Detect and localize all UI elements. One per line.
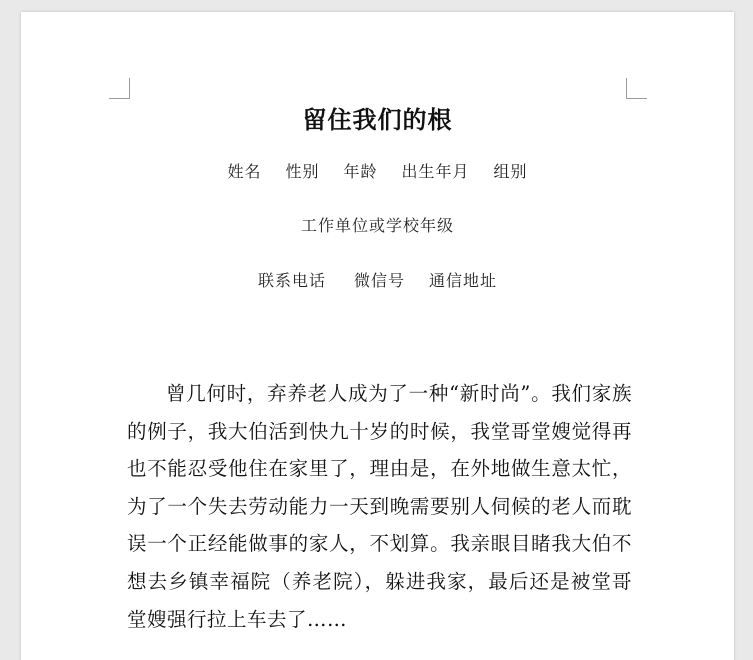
field-birth-date: 出生年月 bbox=[401, 162, 470, 181]
field-name: 姓名 bbox=[227, 162, 262, 181]
field-gender: 性别 bbox=[285, 162, 320, 181]
author-info-line-1 bbox=[21, 159, 734, 182]
field-address: 通信地址 bbox=[429, 271, 498, 290]
field-phone: 联系电话 bbox=[257, 271, 326, 290]
field-age: 年龄 bbox=[343, 162, 378, 181]
crop-mark-top-right bbox=[626, 78, 647, 99]
field-group: 组别 bbox=[493, 162, 528, 181]
document-page bbox=[21, 12, 734, 660]
body-paragraph: 曾几何时，弃养老人成为了一种“新时尚”。我们家族的例子，我大伯活到快九十岁的时候，我堂哥堂嫂觉得再也不能忍受他住在家里了，理由是，在外地做生意太忙，为了一个失去劳动能力一天到晚需要别人伺候的老人而耽误一个正经能做事的家人，不划算。我亲眼目睹我大伯不想去乡镇幸福院（养老院），躲进我家，最后还是被堂哥堂嫂强行拉上车去了…… bbox=[127, 382, 632, 631]
field-wechat: 微信号 bbox=[353, 271, 405, 290]
author-info-line-3 bbox=[21, 268, 734, 291]
document-title: 留住我们的根 bbox=[302, 105, 453, 134]
author-info-line-2: 工作单位或学校年级 bbox=[300, 216, 454, 235]
crop-mark-top-left bbox=[109, 78, 130, 99]
